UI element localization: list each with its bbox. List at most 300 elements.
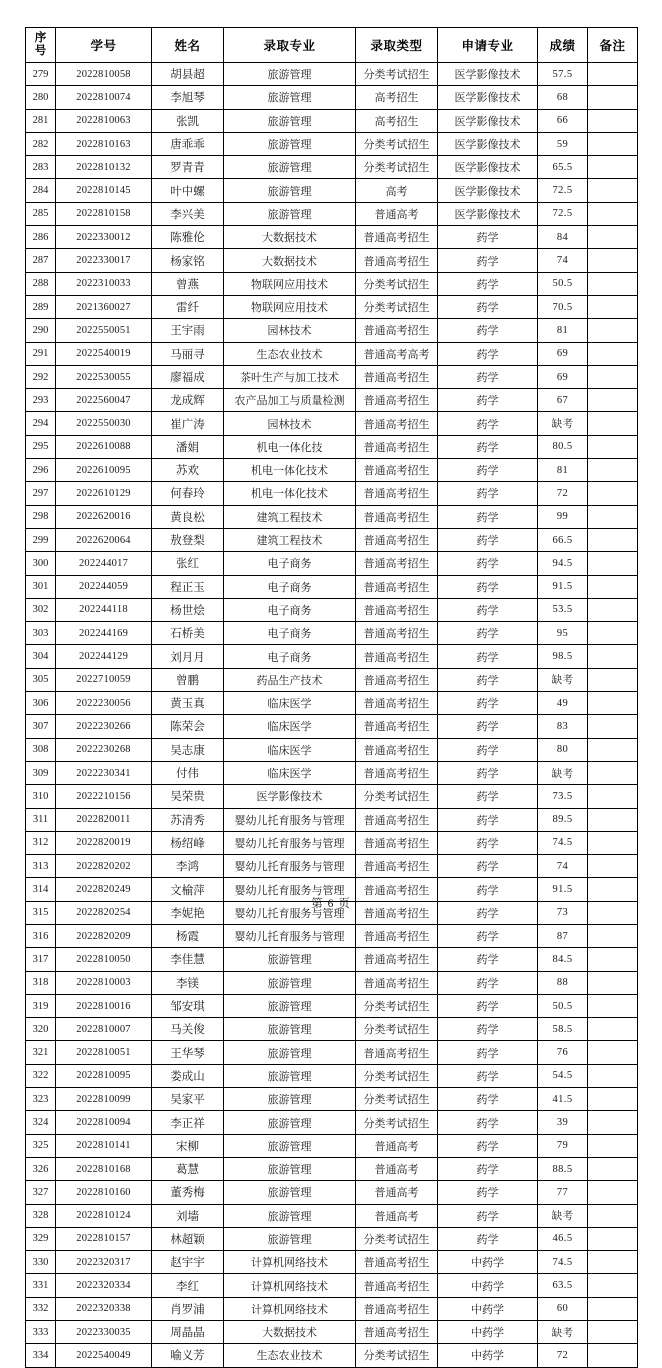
cell-remark	[588, 132, 638, 155]
table-row	[26, 1064, 638, 1087]
cell-admission-type: 普通高考招生	[356, 901, 438, 924]
cell-admission-type: 普通高考招生	[356, 552, 438, 575]
cell-index: 292	[26, 365, 56, 388]
cell-admitted-major: 机电一体化技术	[224, 459, 356, 482]
cell-score: 41.5	[538, 1088, 588, 1111]
cell-score: 59	[538, 132, 588, 155]
cell-admission-type: 普通高考招生	[356, 761, 438, 784]
cell-admission-type: 分类考试招生	[356, 1111, 438, 1134]
cell-score: 缺考	[538, 412, 588, 435]
cell-remark	[588, 622, 638, 645]
cell-index: 281	[26, 109, 56, 132]
cell-applied-major: 中药学	[438, 1297, 538, 1320]
cell-name: 潘娟	[152, 435, 224, 458]
table-row	[26, 738, 638, 761]
cell-remark	[588, 1018, 638, 1041]
cell-score: 50.5	[538, 994, 588, 1017]
cell-index: 296	[26, 459, 56, 482]
cell-name: 张红	[152, 552, 224, 575]
cell-admission-type: 普通高考招生	[356, 319, 438, 342]
cell-admitted-major: 旅游管理	[224, 132, 356, 155]
table-row	[26, 365, 638, 388]
cell-name: 何春玲	[152, 482, 224, 505]
cell-applied-major: 药学	[438, 855, 538, 878]
cell-applied-major: 药学	[438, 249, 538, 272]
cell-remark	[588, 948, 638, 971]
table-row	[26, 575, 638, 598]
cell-index: 315	[26, 901, 56, 924]
table-row	[26, 435, 638, 458]
cell-name: 马关俊	[152, 1018, 224, 1041]
cell-name: 黄玉真	[152, 692, 224, 715]
cell-applied-major: 药学	[438, 622, 538, 645]
cell-name: 吴荣贵	[152, 785, 224, 808]
cell-admitted-major: 物联网应用技术	[224, 272, 356, 295]
cell-score: 99	[538, 505, 588, 528]
cell-score: 80.5	[538, 435, 588, 458]
cell-score: 54.5	[538, 1064, 588, 1087]
cell-name: 赵宇宇	[152, 1251, 224, 1274]
cell-student-id: 2022810050	[56, 948, 152, 971]
page-footer: 第 6 页	[311, 898, 351, 910]
table-row	[26, 459, 638, 482]
table-row	[26, 63, 638, 86]
cell-score: 69	[538, 365, 588, 388]
cell-index: 280	[26, 86, 56, 109]
table-row	[26, 1274, 638, 1297]
cell-admission-type: 普通高考招生	[356, 1041, 438, 1064]
cell-admission-type: 分类考试招生	[356, 1227, 438, 1250]
cell-student-id: 2022320317	[56, 1251, 152, 1274]
cell-score: 63.5	[538, 1274, 588, 1297]
cell-remark	[588, 389, 638, 412]
table-row	[26, 924, 638, 947]
cell-admitted-major: 婴幼儿托育服务与管理	[224, 855, 356, 878]
table-header	[26, 28, 638, 63]
cell-student-id: 202244129	[56, 645, 152, 668]
cell-student-id: 2022210156	[56, 785, 152, 808]
cell-name: 吴家平	[152, 1088, 224, 1111]
cell-applied-major: 药学	[438, 924, 538, 947]
table-row	[26, 295, 638, 318]
table-row	[26, 785, 638, 808]
cell-index: 279	[26, 63, 56, 86]
cell-applied-major: 药学	[438, 226, 538, 249]
table-row	[26, 1251, 638, 1274]
cell-admitted-major: 电子商务	[224, 598, 356, 621]
cell-admission-type: 普通高考高考	[356, 342, 438, 365]
cell-name: 黄良松	[152, 505, 224, 528]
cell-name: 娄成山	[152, 1064, 224, 1087]
cell-name: 林超颖	[152, 1227, 224, 1250]
cell-name: 敖登梨	[152, 528, 224, 551]
cell-student-id: 2022230268	[56, 738, 152, 761]
cell-admission-type: 分类考试招生	[356, 1018, 438, 1041]
cell-student-id: 2022230266	[56, 715, 152, 738]
cell-index: 298	[26, 505, 56, 528]
cell-index: 307	[26, 715, 56, 738]
cell-applied-major: 药学	[438, 994, 538, 1017]
table-row	[26, 994, 638, 1017]
cell-index: 324	[26, 1111, 56, 1134]
cell-applied-major: 药学	[438, 459, 538, 482]
cell-student-id: 2022810132	[56, 156, 152, 179]
cell-index: 286	[26, 226, 56, 249]
cell-student-id: 2022710059	[56, 668, 152, 691]
cell-applied-major: 药学	[438, 948, 538, 971]
table-row	[26, 505, 638, 528]
cell-name: 杨世烩	[152, 598, 224, 621]
cell-admitted-major: 旅游管理	[224, 948, 356, 971]
cell-remark	[588, 715, 638, 738]
cell-remark	[588, 1344, 638, 1367]
cell-student-id: 202244059	[56, 575, 152, 598]
cell-remark	[588, 808, 638, 831]
cell-index: 309	[26, 761, 56, 784]
cell-student-id: 2022810124	[56, 1204, 152, 1227]
cell-applied-major: 医学影像技术	[438, 156, 538, 179]
cell-score: 80	[538, 738, 588, 761]
cell-remark	[588, 831, 638, 854]
cell-admitted-major: 园林技术	[224, 319, 356, 342]
cell-name: 苏欢	[152, 459, 224, 482]
cell-applied-major: 药学	[438, 645, 538, 668]
cell-applied-major: 医学影像技术	[438, 109, 538, 132]
cell-applied-major: 药学	[438, 528, 538, 551]
cell-name: 刘墙	[152, 1204, 224, 1227]
cell-admission-type: 普通高考招生	[356, 575, 438, 598]
table-row	[26, 855, 638, 878]
cell-remark	[588, 598, 638, 621]
cell-score: 39	[538, 1111, 588, 1134]
cell-admitted-major: 旅游管理	[224, 1181, 356, 1204]
cell-name: 李正祥	[152, 1111, 224, 1134]
table-row	[26, 552, 638, 575]
cell-admitted-major: 旅游管理	[224, 1041, 356, 1064]
cell-name: 李兴美	[152, 202, 224, 225]
cell-remark	[588, 1251, 638, 1274]
cell-score: 67	[538, 389, 588, 412]
cell-student-id: 2022810094	[56, 1111, 152, 1134]
cell-admitted-major: 婴幼儿托育服务与管理	[224, 831, 356, 854]
cell-admission-type: 普通高考	[356, 1204, 438, 1227]
cell-remark	[588, 1088, 638, 1111]
cell-student-id: 2022320338	[56, 1297, 152, 1320]
cell-name: 李佳慧	[152, 948, 224, 971]
cell-index: 320	[26, 1018, 56, 1041]
admission-roster-table	[25, 27, 638, 1368]
cell-admitted-major: 临床医学	[224, 715, 356, 738]
cell-score: 60	[538, 1297, 588, 1320]
cell-admission-type: 普通高考招生	[356, 948, 438, 971]
cell-index: 283	[26, 156, 56, 179]
table-row	[26, 948, 638, 971]
cell-student-id: 2022810074	[56, 86, 152, 109]
cell-name: 王宇雨	[152, 319, 224, 342]
cell-index: 288	[26, 272, 56, 295]
cell-remark	[588, 319, 638, 342]
cell-admitted-major: 机电一体化技术	[224, 482, 356, 505]
cell-admission-type: 普通高考招生	[356, 738, 438, 761]
cell-applied-major: 药学	[438, 808, 538, 831]
cell-score: 89.5	[538, 808, 588, 831]
cell-admitted-major: 机电一体化技	[224, 435, 356, 458]
cell-admitted-major: 旅游管理	[224, 202, 356, 225]
cell-name: 龙成辉	[152, 389, 224, 412]
cell-remark	[588, 1227, 638, 1250]
cell-student-id: 2022820209	[56, 924, 152, 947]
cell-index: 302	[26, 598, 56, 621]
cell-admitted-major: 茶叶生产与加工技术	[224, 365, 356, 388]
cell-name: 董秀梅	[152, 1181, 224, 1204]
cell-admitted-major: 计算机网络技术	[224, 1251, 356, 1274]
cell-remark	[588, 249, 638, 272]
cell-admitted-major: 大数据技术	[224, 249, 356, 272]
cell-applied-major: 药学	[438, 1041, 538, 1064]
cell-remark	[588, 365, 638, 388]
cell-student-id: 2022810063	[56, 109, 152, 132]
cell-student-id: 2022310033	[56, 272, 152, 295]
cell-name: 雷纤	[152, 295, 224, 318]
cell-applied-major: 药学	[438, 365, 538, 388]
cell-applied-major: 药学	[438, 1204, 538, 1227]
cell-index: 319	[26, 994, 56, 1017]
cell-student-id: 2022320334	[56, 1274, 152, 1297]
table-row	[26, 692, 638, 715]
cell-remark	[588, 1041, 638, 1064]
cell-remark	[588, 1111, 638, 1134]
cell-admitted-major: 农产品加工与质量检测	[224, 389, 356, 412]
table-row	[26, 645, 638, 668]
cell-index: 306	[26, 692, 56, 715]
cell-student-id: 2022810095	[56, 1064, 152, 1087]
cell-student-id: 2022330017	[56, 249, 152, 272]
table-row	[26, 342, 638, 365]
cell-admission-type: 高考招生	[356, 109, 438, 132]
cell-name: 李红	[152, 1274, 224, 1297]
cell-student-id: 2022610129	[56, 482, 152, 505]
cell-admitted-major: 婴幼儿托育服务与管理	[224, 878, 356, 901]
cell-score: 缺考	[538, 1204, 588, 1227]
cell-applied-major: 医学影像技术	[438, 132, 538, 155]
cell-admitted-major: 旅游管理	[224, 1134, 356, 1157]
cell-student-id: 2022810160	[56, 1181, 152, 1204]
cell-student-id: 2022810158	[56, 202, 152, 225]
cell-remark	[588, 482, 638, 505]
cell-name: 苏清秀	[152, 808, 224, 831]
cell-applied-major: 药学	[438, 1181, 538, 1204]
cell-applied-major: 药学	[438, 342, 538, 365]
table-row	[26, 1134, 638, 1157]
cell-name: 杨霞	[152, 924, 224, 947]
cell-applied-major: 药学	[438, 1227, 538, 1250]
cell-student-id: 202244017	[56, 552, 152, 575]
cell-admission-type: 普通高考招生	[356, 808, 438, 831]
cell-index: 294	[26, 412, 56, 435]
cell-applied-major: 药学	[438, 295, 538, 318]
cell-admitted-major: 旅游管理	[224, 63, 356, 86]
cell-score: 50.5	[538, 272, 588, 295]
cell-index: 318	[26, 971, 56, 994]
cell-admission-type: 普通高考招生	[356, 249, 438, 272]
cell-admission-type: 普通高考招生	[356, 1321, 438, 1344]
cell-student-id: 2022550051	[56, 319, 152, 342]
table-row	[26, 1157, 638, 1180]
column-header-applied-major: 申请专业	[438, 28, 538, 63]
cell-name: 叶中螺	[152, 179, 224, 202]
cell-applied-major: 中药学	[438, 1344, 538, 1367]
cell-student-id: 2022820011	[56, 808, 152, 831]
cell-student-id: 202244169	[56, 622, 152, 645]
cell-score: 84	[538, 226, 588, 249]
cell-index: 301	[26, 575, 56, 598]
cell-score: 84.5	[538, 948, 588, 971]
cell-admission-type: 高考招生	[356, 86, 438, 109]
cell-remark	[588, 855, 638, 878]
cell-admitted-major: 旅游管理	[224, 179, 356, 202]
cell-score: 缺考	[538, 668, 588, 691]
cell-name: 邹安琪	[152, 994, 224, 1017]
cell-score: 72.5	[538, 179, 588, 202]
cell-index: 333	[26, 1321, 56, 1344]
cell-score: 88	[538, 971, 588, 994]
cell-applied-major: 中药学	[438, 1274, 538, 1297]
cell-name: 程正玉	[152, 575, 224, 598]
roster-table-container	[25, 27, 637, 1368]
cell-admission-type: 普通高考招生	[356, 715, 438, 738]
cell-score: 74	[538, 249, 588, 272]
cell-admitted-major: 医学影像技术	[224, 785, 356, 808]
cell-remark	[588, 1321, 638, 1344]
cell-admitted-major: 临床医学	[224, 761, 356, 784]
table-row	[26, 1344, 638, 1367]
cell-applied-major: 药学	[438, 412, 538, 435]
cell-score: 87	[538, 924, 588, 947]
cell-admitted-major: 婴幼儿托育服务与管理	[224, 808, 356, 831]
table-row	[26, 808, 638, 831]
cell-applied-major: 中药学	[438, 1321, 538, 1344]
cell-student-id: 2021360027	[56, 295, 152, 318]
cell-admission-type: 分类考试招生	[356, 272, 438, 295]
table-row	[26, 202, 638, 225]
cell-score: 76	[538, 1041, 588, 1064]
cell-admission-type: 普通高考	[356, 1134, 438, 1157]
cell-student-id: 2022810157	[56, 1227, 152, 1250]
cell-score: 81	[538, 319, 588, 342]
cell-name: 马丽寻	[152, 342, 224, 365]
cell-score: 77	[538, 1181, 588, 1204]
cell-applied-major: 药学	[438, 738, 538, 761]
cell-score: 98.5	[538, 645, 588, 668]
cell-student-id: 2022810003	[56, 971, 152, 994]
cell-applied-major: 药学	[438, 272, 538, 295]
cell-student-id: 2022330035	[56, 1321, 152, 1344]
cell-admission-type: 普通高考招生	[356, 692, 438, 715]
cell-admission-type: 普通高考招生	[356, 831, 438, 854]
cell-applied-major: 药学	[438, 668, 538, 691]
table-row	[26, 831, 638, 854]
cell-remark	[588, 226, 638, 249]
table-row	[26, 1321, 638, 1344]
cell-admitted-major: 旅游管理	[224, 1088, 356, 1111]
cell-applied-major: 中药学	[438, 1251, 538, 1274]
column-header-score: 成绩	[538, 28, 588, 63]
cell-applied-major: 药学	[438, 598, 538, 621]
cell-applied-major: 医学影像技术	[438, 86, 538, 109]
table-row	[26, 971, 638, 994]
cell-admission-type: 普通高考招生	[356, 855, 438, 878]
cell-applied-major: 药学	[438, 901, 538, 924]
cell-index: 326	[26, 1157, 56, 1180]
cell-index: 285	[26, 202, 56, 225]
table-row	[26, 715, 638, 738]
cell-index: 323	[26, 1088, 56, 1111]
cell-score: 94.5	[538, 552, 588, 575]
cell-remark	[588, 552, 638, 575]
cell-admission-type: 普通高考	[356, 202, 438, 225]
cell-student-id: 2022620016	[56, 505, 152, 528]
cell-score: 91.5	[538, 575, 588, 598]
cell-name: 陈雅伦	[152, 226, 224, 249]
cell-admitted-major: 婴幼儿托育服务与管理	[224, 901, 356, 924]
cell-name: 宋柳	[152, 1134, 224, 1157]
cell-student-id: 2022540019	[56, 342, 152, 365]
cell-name: 吴志康	[152, 738, 224, 761]
cell-score: 95	[538, 622, 588, 645]
cell-remark	[588, 785, 638, 808]
cell-admission-type: 普通高考	[356, 1157, 438, 1180]
cell-score: 81	[538, 459, 588, 482]
table-row	[26, 1297, 638, 1320]
cell-name: 杨家铭	[152, 249, 224, 272]
cell-remark	[588, 156, 638, 179]
cell-score: 缺考	[538, 761, 588, 784]
cell-admission-type: 普通高考招生	[356, 482, 438, 505]
cell-admission-type: 普通高考招生	[356, 645, 438, 668]
cell-score: 53.5	[538, 598, 588, 621]
cell-index: 313	[26, 855, 56, 878]
cell-applied-major: 药学	[438, 435, 538, 458]
cell-applied-major: 药学	[438, 692, 538, 715]
table-row	[26, 528, 638, 551]
cell-student-id: 2022540049	[56, 1344, 152, 1367]
cell-remark	[588, 412, 638, 435]
cell-remark	[588, 342, 638, 365]
cell-admission-type: 普通高考招生	[356, 668, 438, 691]
cell-admission-type: 普通高考招生	[356, 1251, 438, 1274]
column-header-admission-type: 录取类型	[356, 28, 438, 63]
cell-applied-major: 药学	[438, 575, 538, 598]
cell-score: 69	[538, 342, 588, 365]
cell-student-id: 2022810163	[56, 132, 152, 155]
cell-student-id: 2022820249	[56, 878, 152, 901]
cell-remark	[588, 692, 638, 715]
cell-admission-type: 普通高考招生	[356, 435, 438, 458]
cell-admitted-major: 旅游管理	[224, 1204, 356, 1227]
cell-index: 331	[26, 1274, 56, 1297]
cell-score: 74.5	[538, 831, 588, 854]
cell-admission-type: 普通高考招生	[356, 598, 438, 621]
cell-score: 72	[538, 1344, 588, 1367]
cell-remark	[588, 761, 638, 784]
table-row	[26, 272, 638, 295]
table-row	[26, 412, 638, 435]
cell-admission-type: 分类考试招生	[356, 1344, 438, 1367]
cell-admission-type: 普通高考招生	[356, 389, 438, 412]
table-row	[26, 1111, 638, 1134]
cell-score: 73.5	[538, 785, 588, 808]
cell-student-id: 2022230341	[56, 761, 152, 784]
